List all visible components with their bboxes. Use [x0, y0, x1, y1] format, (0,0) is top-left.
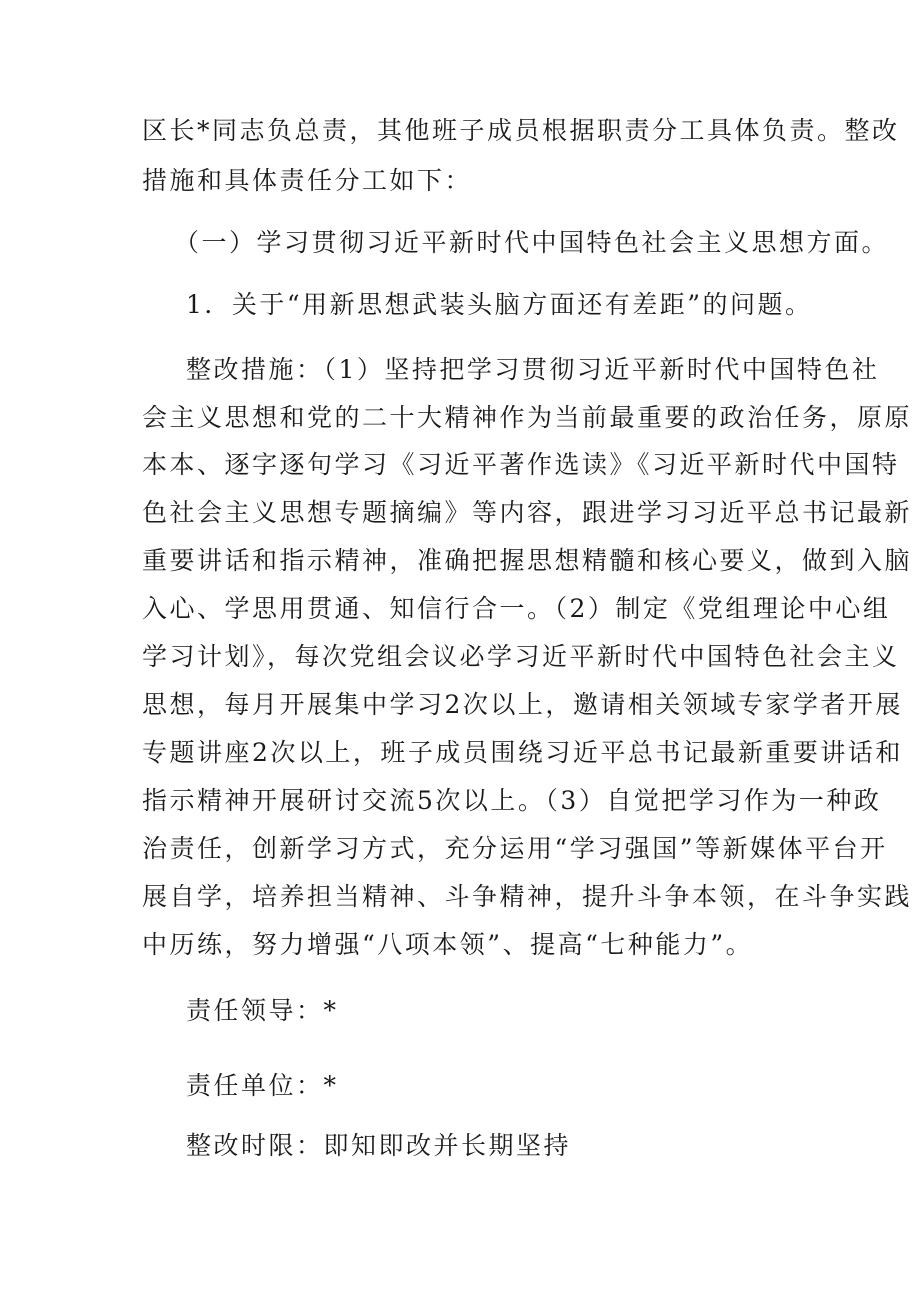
paragraph-line: 色社会主义思想专题摘编》等内容，跟进学习习近平总书记最新: [142, 498, 913, 527]
paragraph-line: 指示精神开展研讨交流5次以上。（3）自觉把学习作为一种政: [142, 786, 882, 815]
rectification-deadline: 整改时限：即知即改并长期坚持: [186, 1131, 572, 1160]
paragraph-line: 学习计划》，每次党组会议必学习近平新时代中国特色社会主义: [142, 642, 900, 671]
paragraph-line: 区长*同志负总责，其他班子成员根据职责分工具体负责。整改: [142, 116, 900, 145]
paragraph-line: 本本、逐字逐句学习《习近平著作选读》《习近平新时代中国特: [142, 450, 900, 479]
paragraph-line: 整改措施：（1）坚持把学习贯彻习近平新时代中国特色社: [186, 355, 880, 384]
responsible-unit: 责任单位：*: [186, 1071, 339, 1100]
section-heading: （一）学习贯彻习近平新时代中国特色社会主义思想方面。: [174, 228, 890, 257]
responsible-leader: 责任领导：*: [186, 996, 339, 1025]
paragraph-line: 措施和具体责任分工如下：: [142, 166, 473, 195]
paragraph-line: 会主义思想和党的二十大精神作为当前最重要的政治任务，原原: [142, 403, 913, 432]
paragraph-line: 展自学，培养担当精神、斗争精神，提升斗争本领，在斗争实践: [142, 882, 913, 911]
paragraph-line: 中历练，努力增强“八项本领”、提高“七种能力”。: [142, 930, 754, 959]
paragraph-line: 专题讲座2次以上，班子成员围绕习近平总书记最新重要讲话和: [142, 738, 903, 767]
paragraph-line: 思想，每月开展集中学习2次以上，邀请相关领域专家学者开展: [142, 690, 903, 719]
paragraph-line: 治责任，创新学习方式，充分运用“学习强国”等新媒体平台开: [142, 834, 888, 863]
paragraph-line: 入心、学思用贯通、知信行合一。（2）制定《党组理论中心组: [142, 594, 891, 623]
paragraph-line: 重要讲话和指示精神，准确把握思想精髓和核心要义，做到入脑: [142, 546, 913, 575]
issue-heading: 1．关于“用新思想武装头脑方面还有差距”的问题。: [186, 290, 813, 319]
